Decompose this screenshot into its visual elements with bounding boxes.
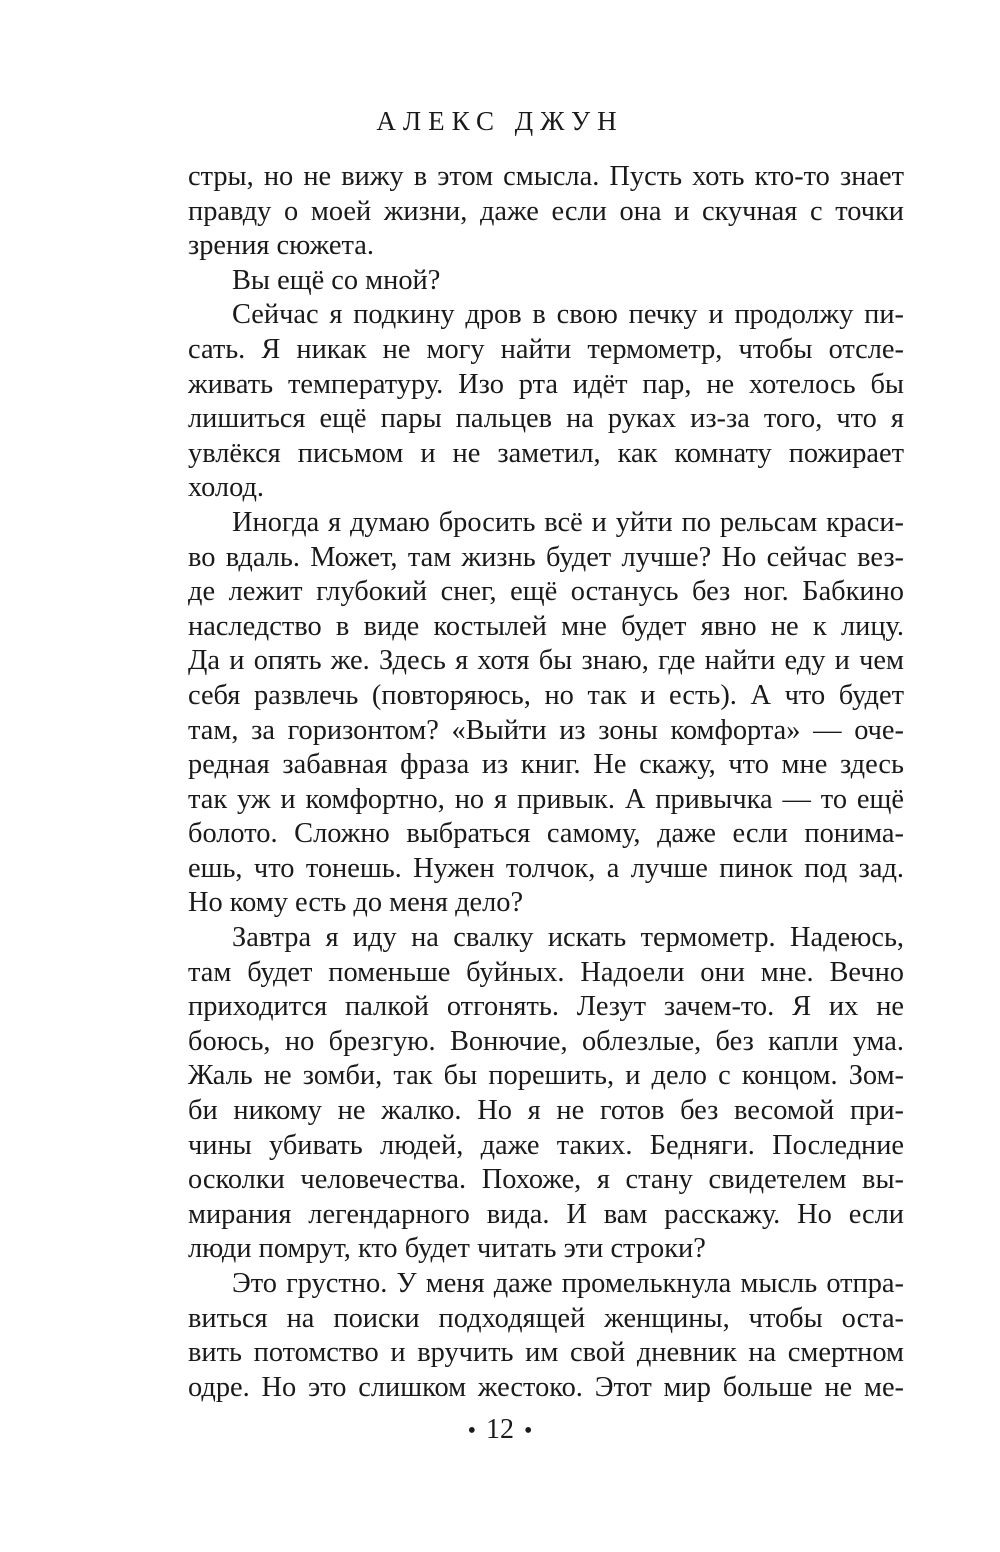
body-text bbox=[188, 160, 904, 1405]
text-line: правду о моей жизни, даже если она и скучная с точки bbox=[188, 195, 904, 227]
text-line: там будет поменьше буйных. Надоели они мне. Вечно bbox=[188, 956, 904, 988]
text-line: наследство в виде костылей мне будет явно не к лицу. bbox=[188, 610, 904, 642]
text-line: би никому не жалко. Но я не готов без весомой при- bbox=[188, 1095, 904, 1127]
text-line: Вы ещё со мной? bbox=[232, 264, 441, 296]
text-line: холод. bbox=[188, 472, 265, 504]
text-line: так уж и комфортно, но я привык. А привычка — то ещё bbox=[188, 783, 904, 815]
text-line: стры, но не вижу в этом смысла. Пусть хоть кто-то знает bbox=[188, 161, 904, 192]
text-line: виться на поиски подходящей женщины, чтобы оста- bbox=[188, 1302, 904, 1334]
text-line: зрения сюжета. bbox=[188, 230, 374, 262]
text-line: ешь, что тонешь. Нужен толчок, а лучше пинок под зад. bbox=[188, 852, 904, 884]
text-line: Жаль не зомби, так бы порешить, и дело с концом. Зом- bbox=[188, 1060, 904, 1092]
text-line: себя развлечь (повторяюсь, но так и есть). А что будет bbox=[188, 679, 904, 711]
text-line: во вдаль. Может, там жизнь будет лучше? Но сейчас вез- bbox=[188, 541, 904, 573]
text-line: боюсь, но брезгую. Вонючие, облезлые, без капли ума. bbox=[188, 1025, 904, 1057]
text-line: приходится палкой отгонять. Лезут зачем-то. Я их не bbox=[188, 991, 904, 1023]
text-line: Сейчас я подкину дров в свою печку и продолжу пи- bbox=[232, 299, 904, 331]
text-line: живать температуру. Изо рта идёт пар, не хотелось бы bbox=[188, 368, 904, 400]
text-line: увлёкся письмом и не заметил, как комнату пожирает bbox=[188, 437, 904, 469]
text-line: Это грустно. У меня даже промелькнула мысль отпра- bbox=[232, 1268, 904, 1299]
text-line: лишиться ещё пары пальцев на руках из-за того, что я bbox=[188, 403, 904, 435]
text-line: люди помрут, кто будет читать эти строки? bbox=[188, 1233, 706, 1265]
text-line: Да и опять же. Здесь я хотя бы знаю, где найти еду и чем bbox=[188, 645, 904, 677]
ornament-dot-right: • bbox=[524, 1418, 533, 1444]
page-number: 12 bbox=[486, 1414, 514, 1445]
running-head-author: АЛЕКС ДЖУН bbox=[376, 106, 624, 136]
text-line: болото. Сложно выбраться самому, даже если понима- bbox=[188, 818, 904, 850]
page-number-footer bbox=[0, 1410, 1000, 1451]
text-line: одре. Но это слишком жестоко. Этот мир больше не ме- bbox=[188, 1371, 904, 1403]
text-line: Иногда я думаю бросить всё и уйти по рельсам краси- bbox=[232, 506, 904, 538]
text-line: де лежит глубокий снег, ещё останусь без ног. Бабкино bbox=[188, 576, 904, 608]
text-line: осколки человечества. Похоже, я стану свидетелем вы- bbox=[188, 1164, 904, 1196]
text-line: вить потомство и вручить им свой дневник на смертном bbox=[188, 1337, 904, 1369]
text-line: редная забавная фраза из книг. Не скажу, что мне здесь bbox=[188, 749, 904, 781]
text-line: мирания легендарного вида. И вам расскажу. Но если bbox=[188, 1198, 904, 1230]
text-line: Но кому есть до меня дело? bbox=[188, 887, 524, 919]
text-line: там, за горизонтом? «Выйти из зоны комфорта» — оче- bbox=[188, 714, 904, 746]
ornament-dot-left: • bbox=[467, 1418, 476, 1444]
text-line: Завтра я иду на свалку искать термометр. Надеюсь, bbox=[232, 922, 904, 954]
text-line: сать. Я никак не могу найти термометр, чтобы отсле- bbox=[188, 333, 904, 365]
text-line: чины убивать людей, даже таких. Бедняги. Последние bbox=[188, 1129, 904, 1161]
